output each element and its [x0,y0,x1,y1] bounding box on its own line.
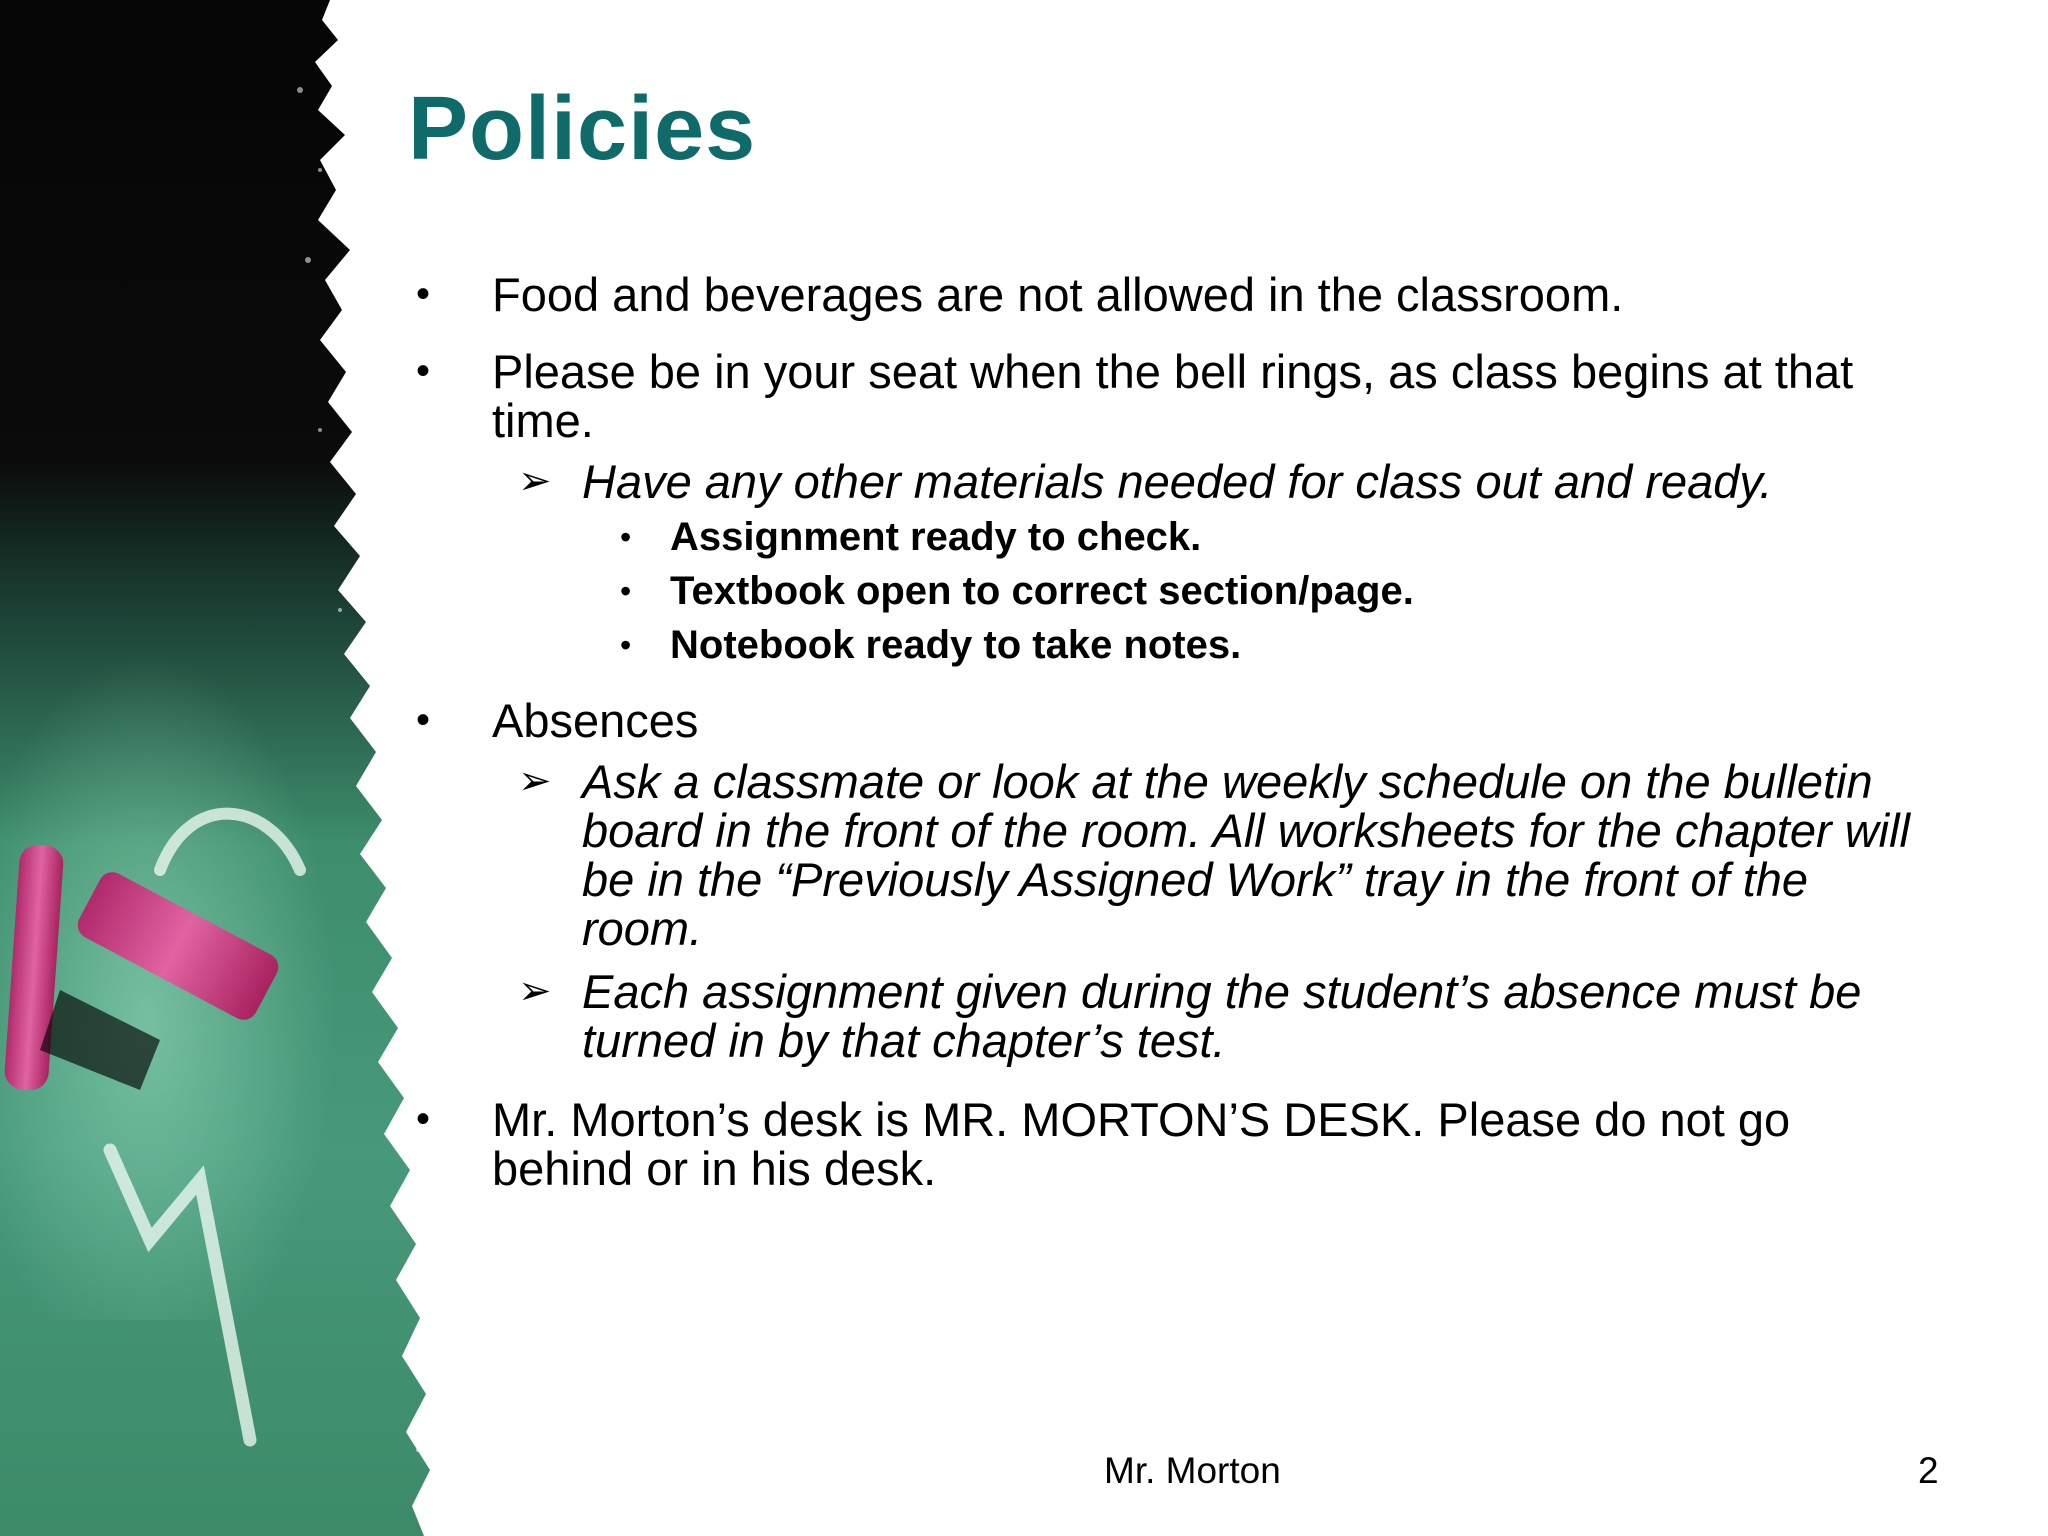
bullet-marker: • [416,1097,431,1141]
bullet-text: Each assignment given during the student’s absence must be turned in by that chapter’s test. [582,965,1862,1067]
arrow-bullet-icon: ➢ [518,759,552,803]
bullet-marker: • [416,272,431,316]
bullet-text: Ask a classmate or look at the weekly schedule on the bulletin board in the front of the room. All worksheets for the chapter will be in the “Previously Assigned Work” tray in the front of the room. [582,755,1910,955]
subsubbullet-notebook [408,618,1928,672]
bullet-text: Notebook ready to take notes. [670,623,1242,667]
bullet-marker: • [620,573,632,609]
bullet-food-policy [408,270,1928,319]
bullet-marker: • [416,698,431,742]
bullet-text: Food and beverages are not allowed in the classroom. [492,268,1624,321]
slide-number: 2 [1918,1450,1939,1491]
subbullet-ask-classmate [408,757,1928,953]
bullet-list [408,270,1928,1193]
arrow-bullet-icon: ➢ [518,459,552,503]
arrow-bullet-icon: ➢ [518,969,552,1013]
bullet-absences [408,696,1928,745]
bullet-text: Mr. Morton’s desk is MR. MORTON’S DESK. Please do not go behind or in his desk. [492,1093,1791,1195]
subbullet-materials [408,457,1928,506]
subbullet-assignment-deadline [408,967,1928,1065]
bullet-text: Absences [492,694,699,747]
subsubbullet-assignment [408,510,1928,564]
bullet-text: Have any other materials needed for class out and ready. [582,455,1773,508]
slide-title: Policies [408,79,757,179]
footer-author: Mr. Morton [1104,1450,1281,1491]
bullet-seat-policy [408,347,1928,445]
chalkboard-decoration [0,0,460,1536]
bullet-marker: • [620,519,632,555]
bullet-marker: • [620,627,632,663]
bullet-desk-policy [408,1095,1928,1193]
bullet-text: Textbook open to correct section/page. [670,569,1414,613]
bullet-marker: • [416,349,431,393]
bullet-text: Assignment ready to check. [670,515,1202,559]
bullet-text: Please be in your seat when the bell rings, as class begins at that time. [492,345,1854,447]
subsubbullet-textbook [408,564,1928,618]
